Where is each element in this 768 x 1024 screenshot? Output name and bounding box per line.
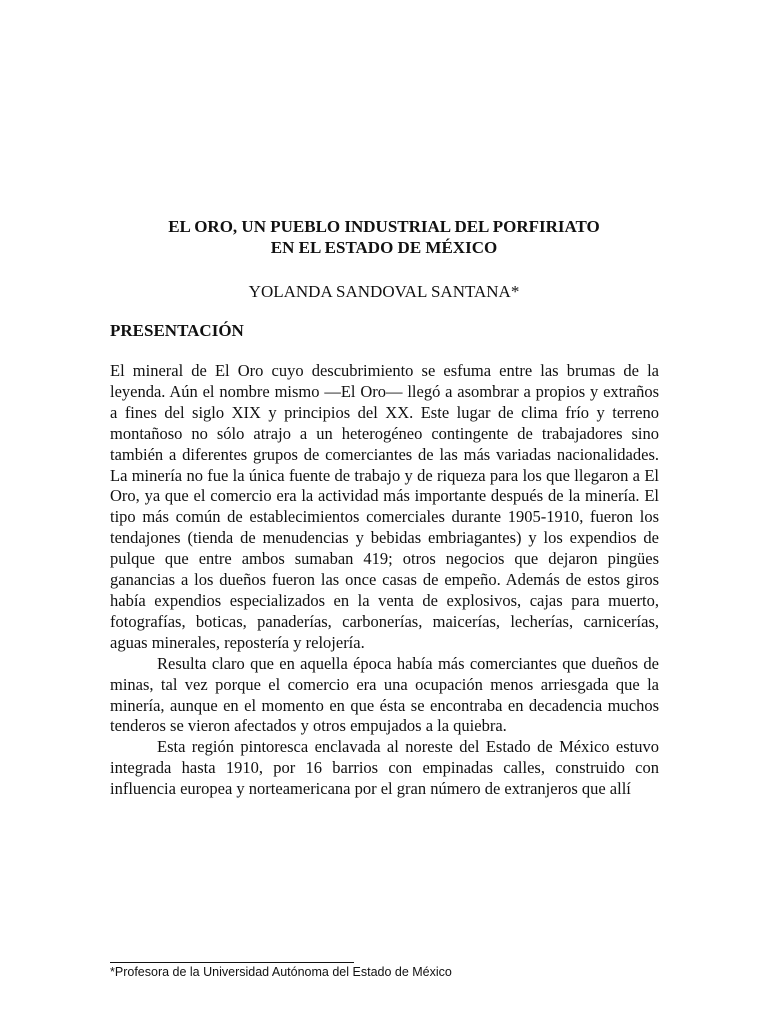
- document-title-line-2: EN EL ESTADO DE MÉXICO: [270, 238, 498, 257]
- paragraph-3: Esta región pintoresca enclavada al noreste del Estado de México estuvo integrada hasta 1910, por 16 barrios con empinadas calles, construido con influencia europea y norteamericana por el gran número de extranjeros que allí: [110, 737, 659, 799]
- section-heading: PRESENTACIÓN: [110, 321, 244, 340]
- footnote: *Profesora de la Universidad Autónoma del Estado de México: [110, 965, 452, 979]
- document-title-line-1: EL ORO, UN PUEBLO INDUSTRIAL DEL PORFIRIATO: [168, 217, 600, 236]
- author-name: YOLANDA SANDOVAL SANTANA*: [248, 282, 520, 301]
- paragraph-1: El mineral de El Oro cuyo descubrimiento se esfuma entre las brumas de la leyenda. Aún el nombre mismo —El Oro— llegó a asombrar a propios y extraños a fines del siglo XIX y principios del XX. Este lugar de clima frío y terreno montañoso no sólo atrajo a un heterogéneo contingente de trabajadores sino también a diferentes grupos de comerciantes de las más variadas nacionalidades. La minería no fue la única fuente de trabajo y de riqueza para los que llegaron a El Oro, ya que el comercio era la actividad más importante después de la minería. El tipo más común de establecimientos comerciales durante 1905-1910, fueron los tendajones (tienda de menudencias y bebidas embriagantes) y los expendios de pulque que entre ambos sumaban 419; otros negocios que dejaron pingües ganancias a los dueños fueron las once casas de empeño. Además de estos giros había expendios especializados en la venta de explosivos, cajas para muerto, fotografías, boticas, panaderías, carbonerías, maicerías, lecherías, carnicerías, aguas minerales, repostería y relojería.: [110, 361, 659, 652]
- footnote-divider: [110, 962, 354, 963]
- body-text: [110, 361, 659, 800]
- paragraph-2: Resulta claro que en aquella época había más comerciantes que dueños de minas, tal vez porque el comercio era una ocupación menos arriesgada que la minería, aunque en el momento en que ésta se encontraba en decadencia muchos tenderos se vieron afectados y otros empujados a la quiebra.: [110, 653, 659, 736]
